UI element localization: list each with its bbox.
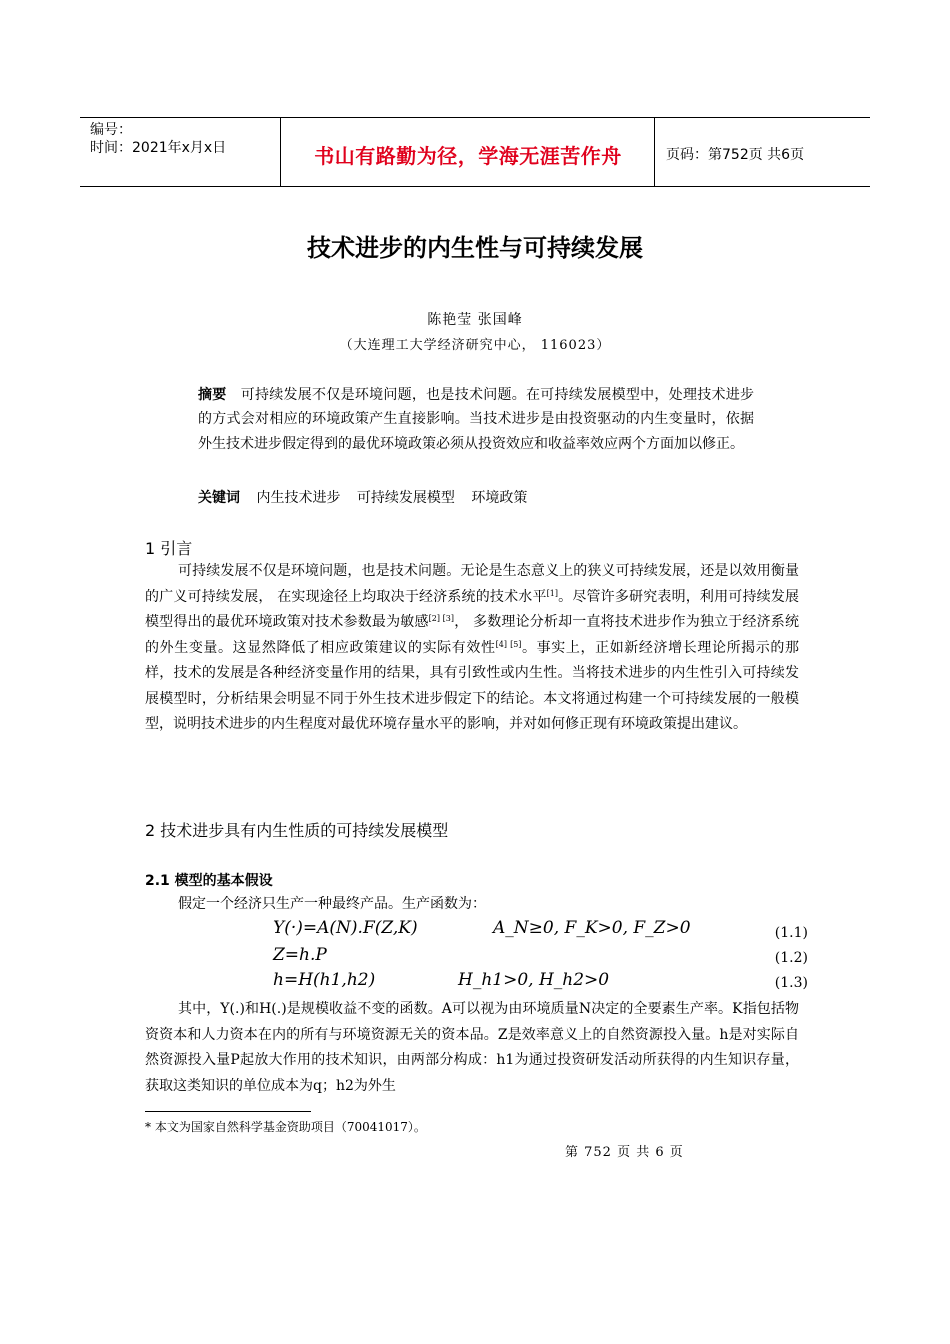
section-1-paragraph — [145, 559, 799, 738]
serial-label: 编号： — [90, 122, 132, 138]
model-intro: 假定一个经济只生产一种最终产品。生产函数为： — [178, 896, 486, 912]
equation-lhs: Y(·)=A(N).F(Z,K) — [273, 918, 418, 938]
keyword: 可持续发展模型 — [356, 490, 455, 506]
footnote-rule — [145, 1111, 311, 1112]
keyword: 内生技术进步 — [256, 490, 341, 506]
equation-number: (1.1) — [774, 925, 808, 941]
equation-condition: A_N≥0, F_K>0, F_Z>0 — [493, 918, 691, 938]
section-1-heading: 1 引言 — [145, 539, 193, 558]
abstract-label: 摘要 — [198, 387, 227, 403]
subsection-heading: 2.1 模型的基本假设 — [145, 873, 273, 889]
abstract-text: 可持续发展不仅是环境问题，也是技术问题。在可持续发展模型中，处理技术进步的方式会对相应的环境政策产生直接影响。当技术进步是由投资驱动的内生变量时，依据外生技术进步假定得到的最优环境政策必须从投资效应和收益率效应两个方面加以修正。 — [198, 387, 755, 452]
header-divider — [654, 118, 655, 186]
text-run: 。事实上，正如新经济增长理论所揭示的那样，技术的发展是各种经济变量作用的结果，具有引致性或内生性。当将技术进步的内生性引入可持续发展模型时，分析结果会明显不同于外生技术进步假定下的结论。本文将通过构建一个可持续发展的一般模型，说明技术进步的内生程度对最优环境存量水平的影响，并对如何修正现有环境政策提出建议。 — [145, 639, 800, 732]
citation: [4] [5] — [495, 639, 522, 649]
text-run: 可持续发展不仅是环境问题，也是技术问题。无论是生态意义上的狭义可持续发展，还是以效用衡量的广义可持续发展， 在实现途径上均取决于经济系统的技术水平 — [145, 563, 799, 605]
equation-number: (1.2) — [774, 950, 808, 966]
footnote: * 本文为国家自然科学基金资助项目（70041017）。 — [145, 1120, 426, 1134]
citation: [2] [3] — [428, 614, 455, 623]
abstract — [198, 383, 754, 456]
header-table — [80, 117, 870, 187]
equation-number: (1.3) — [774, 975, 808, 991]
section-2-heading: 2 技术进步具有内生性质的可持续发展模型 — [145, 821, 449, 840]
text-run: 。尽管许多研究表明，利用可持续发展模型得出的最优环境政策对技术参数最为敏感 — [145, 588, 799, 630]
paper-authors: 陈艳莹 张国峰 — [427, 312, 523, 328]
header-meta — [90, 121, 226, 157]
paper-title: 技术进步的内生性与可持续发展 — [307, 234, 643, 262]
time-label: 时间：2021年x月x日 — [90, 140, 227, 156]
header-page-info: 页码：第752页 共6页 — [666, 147, 805, 163]
text-run: ， 多数理论分析却一直将技术进步作为独立于经济系统的外生变量。这显然降低了相应政策建议的实际有效性 — [145, 614, 799, 656]
equation-lhs: Z=h.P — [273, 945, 327, 965]
header-motto: 书山有路勤为径，学海无涯苦作舟 — [314, 144, 622, 168]
header-divider — [280, 118, 281, 186]
model-description: 其中，Y(.)和H(.)是规模收益不变的函数。A可以视为由环境质量N决定的全要素生产率。K指包括物资资本和人力资本在内的所有与环境资源无关的资本品。Z是效率意义上的自然资源投入量。h是对实际自然资源投入量P起放大作用的技术知识，由两部分构成：h1为通过投资研发活动所获得的内生知识存量，获取这类知识的单位成本为q；h2为外生 — [145, 1001, 799, 1094]
page-footer: 第 752 页 共 6 页 — [565, 1145, 684, 1160]
keywords-label: 关键词 — [198, 490, 240, 506]
equation-lhs: h=H(h1,h2) — [273, 970, 376, 990]
paper-affiliation: （大连理工大学经济研究中心， 116023） — [339, 338, 611, 353]
keywords — [198, 487, 527, 507]
equation-condition: H_h1>0, H_h2>0 — [458, 970, 610, 990]
keyword: 环境政策 — [471, 490, 528, 506]
citation: [1] — [546, 588, 558, 598]
